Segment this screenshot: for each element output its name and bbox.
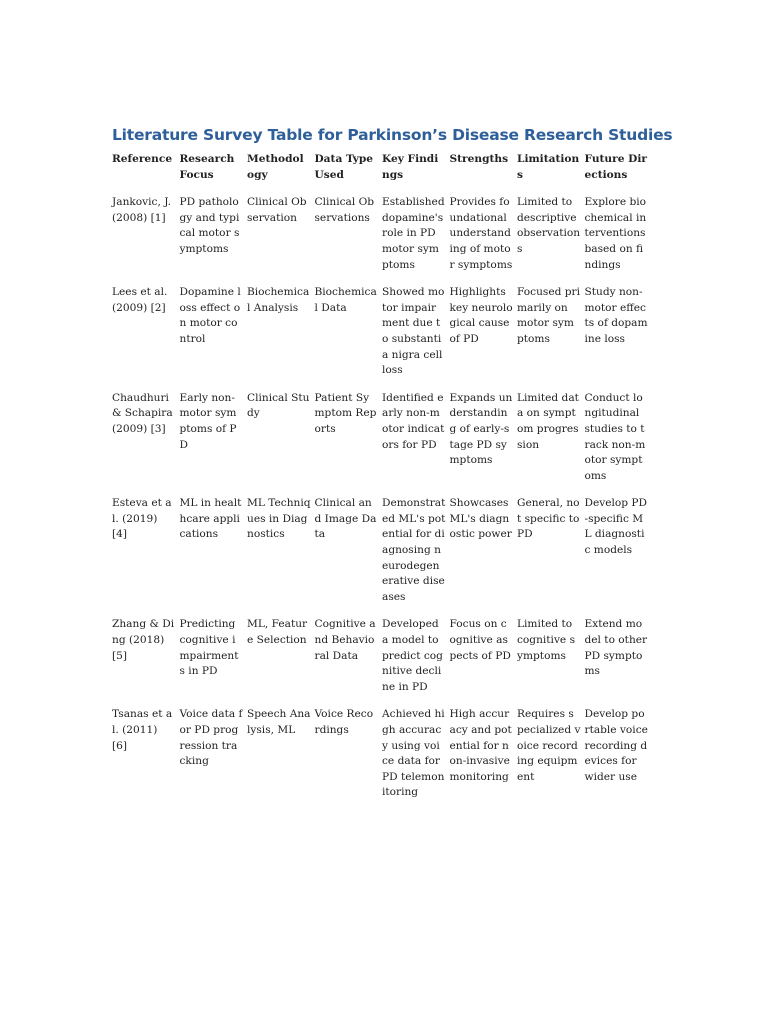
- table-row: [112, 707, 652, 813]
- cell-key-findings: Showed motor impairment due to substantia nigra cell loss: [382, 286, 445, 377]
- header-future-directions: Future Directions: [584, 153, 647, 181]
- table-row: [112, 195, 652, 285]
- cell-key-findings: Identified early non-motor indicators for PD: [382, 391, 445, 451]
- cell-data-type-used: Clinical and Image Data: [314, 497, 377, 541]
- cell-limitations: Limited to descriptive observations: [517, 196, 581, 255]
- cell-future-directions: Conduct longitudinal studies to track non-motor symptoms: [584, 391, 646, 482]
- cell-data-type-used: Cognitive and Behavioral Data: [314, 618, 376, 662]
- cell-reference: Esteva et al. (2019) [4]: [112, 497, 172, 541]
- header-methodology: Methodology: [247, 153, 304, 181]
- cell-research-focus: Dopamine loss effect on motor control: [179, 286, 241, 345]
- cell-strengths: Expands understanding of early-stage PD symptoms: [449, 391, 513, 467]
- cell-reference: Zhang & Ding (2018) [5]: [112, 618, 175, 662]
- header-research-focus: Research Focus: [179, 153, 235, 181]
- cell-research-focus: Voice data for PD progression tracking: [179, 708, 243, 768]
- cell-methodology: Speech Analysis, ML: [247, 708, 311, 736]
- cell-strengths: Provides foundational understanding of motor symptoms: [449, 196, 513, 271]
- literature-survey-table: [112, 152, 652, 813]
- table-row: [112, 496, 652, 617]
- cell-research-focus: PD pathology and typical motor symptoms: [179, 196, 240, 255]
- cell-key-findings: Demonstrated ML's potential for diagnosing neurodegenerative diseases: [382, 497, 446, 603]
- cell-methodology: Clinical Observation: [247, 196, 307, 224]
- cell-strengths: High accuracy and potential for non-invasive monitoring: [449, 708, 512, 783]
- cell-key-findings: Established dopamine's role in PD motor symptoms: [382, 196, 445, 271]
- cell-strengths: Highlights key neurological cause of PD: [449, 286, 513, 345]
- header-limitations: Limitations: [517, 153, 580, 181]
- cell-methodology: Clinical Study: [247, 391, 310, 420]
- table-row: [112, 617, 652, 707]
- cell-reference: Lees et al. (2009) [2]: [112, 286, 168, 314]
- table-header-row: [112, 152, 652, 195]
- cell-limitations: Requires specialized voice recording equipment: [517, 708, 581, 783]
- cell-key-findings: Developed a model to predict cognitive decline in PD: [382, 618, 443, 693]
- cell-research-focus: Predicting cognitive impairments in PD: [179, 618, 239, 678]
- cell-future-directions: Study non-motor effects of dopamine loss: [584, 286, 648, 345]
- cell-data-type-used: Patient Symptom Reports: [314, 391, 377, 435]
- cell-methodology: ML Techniques in Diagnostics: [247, 497, 311, 541]
- cell-future-directions: Explore biochemical interventions based on findings: [584, 196, 647, 271]
- cell-reference: Jankovic, J. (2008) [1]: [112, 196, 172, 224]
- cell-data-type-used: Biochemical Data: [314, 286, 377, 314]
- table-row: [112, 391, 652, 497]
- header-strengths: Strengths: [449, 153, 509, 165]
- cell-data-type-used: Voice Recordings: [314, 708, 374, 736]
- cell-future-directions: Develop PD-specific ML diagnostic models: [584, 497, 648, 557]
- cell-strengths: Focus on cognitive aspects of PD: [449, 618, 511, 662]
- cell-future-directions: Extend model to other PD symptoms: [584, 618, 648, 678]
- cell-key-findings: Achieved high accuracy using voice data for PD telemonitoring: [382, 708, 445, 799]
- cell-research-focus: Early non-motor symptoms of PD: [179, 391, 237, 451]
- header-data-type-used: Data Type Used: [314, 153, 374, 181]
- table-row: [112, 285, 652, 391]
- header-reference: Reference: [112, 153, 173, 165]
- cell-limitations: General, not specific to PD: [517, 497, 580, 541]
- cell-future-directions: Develop portable voice recording devices for wider use: [584, 708, 648, 783]
- cell-strengths: Showcases ML's diagnostic power: [449, 497, 512, 541]
- cell-reference: Chaudhuri & Schapira (2009) [3]: [112, 391, 173, 435]
- cell-limitations: Limited data on symptom progression: [517, 391, 579, 451]
- cell-reference: Tsanas et al. (2011) [6]: [112, 708, 173, 752]
- cell-limitations: Focused primarily on motor symptoms: [517, 286, 580, 345]
- cell-data-type-used: Clinical Observations: [314, 196, 375, 224]
- header-key-findings: Key Findings: [382, 153, 439, 181]
- cell-methodology: ML, Feature Selection: [247, 618, 308, 647]
- document-page: [112, 124, 673, 813]
- document-title: Literature Survey Table for Parkinson’s Disease Research Studies: [112, 126, 673, 144]
- cell-research-focus: ML in healthcare applications: [179, 497, 242, 541]
- cell-methodology: Biochemical Analysis: [247, 286, 310, 314]
- cell-limitations: Limited to cognitive symptoms: [517, 618, 576, 662]
